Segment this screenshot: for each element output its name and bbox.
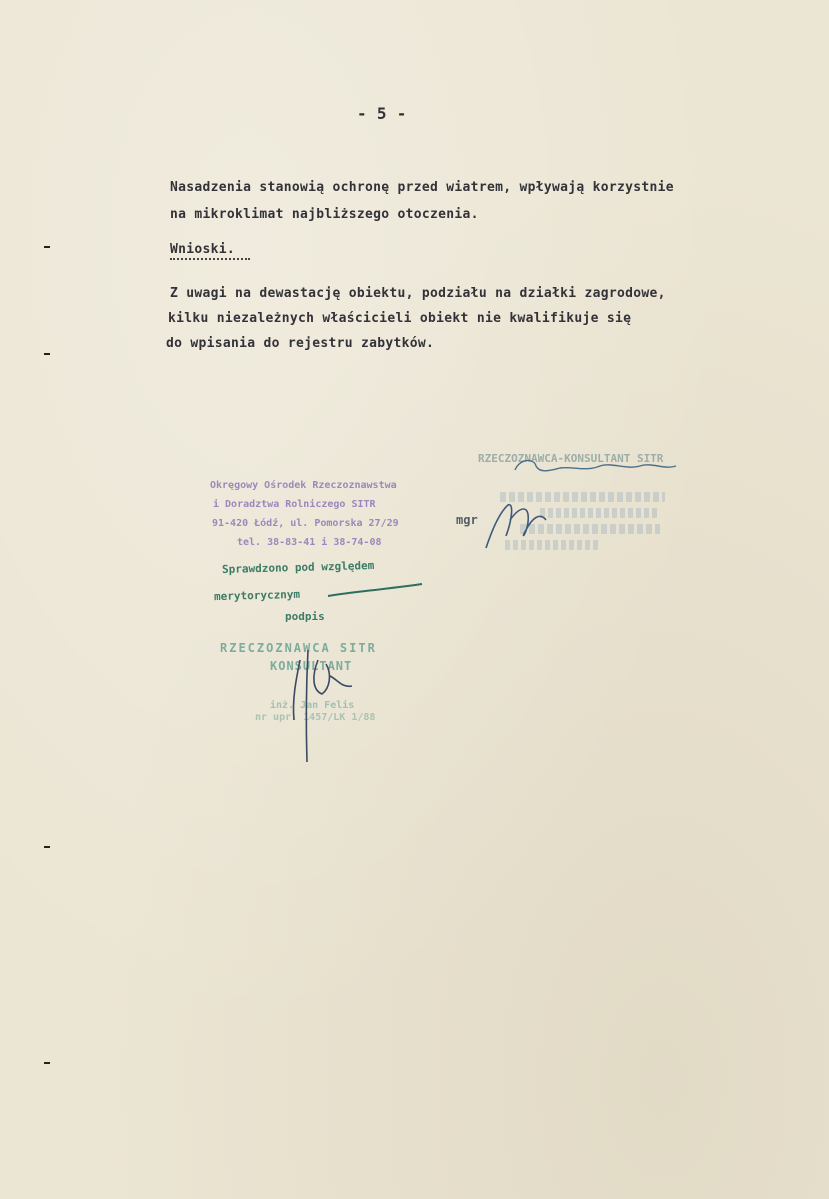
- checked-stamp-line-2: merytorycznym: [213, 587, 301, 604]
- expert-stamp-1-line-1: RZECZOZNAWCA SITR: [220, 641, 377, 655]
- margin-mark: [44, 1062, 50, 1064]
- checked-signature-stroke: [328, 584, 422, 596]
- paragraph-1-line-1: Nasadzenia stanowią ochronę przed wiatrem, wpływają korzystnie: [170, 180, 674, 195]
- expert-stamp-2-line-1: RZECZOZNAWCA-KONSULTANT SITR: [478, 452, 664, 465]
- expert-stamp-2-line-2: mgr: [456, 513, 478, 527]
- page-number: - 5 -: [357, 104, 407, 123]
- margin-mark: [44, 353, 50, 355]
- office-stamp-line-4: tel. 38-83-41 i 38-74-08: [237, 537, 382, 548]
- expert-2-signature-bottom: [486, 505, 546, 548]
- paragraph-1-line-2: na mikroklimat najbliższego otoczenia.: [170, 207, 479, 222]
- office-stamp-line-3: 91-420 Łódź, ul. Pomorska 27/29: [212, 518, 399, 529]
- margin-mark: [44, 846, 50, 848]
- expert-2-signature-top: [515, 460, 676, 470]
- checked-stamp-line-1: Sprawdzono pod względem: [221, 559, 375, 576]
- office-stamp-line-1: Okręgowy Ośrodek Rzeczoznawstwa: [210, 480, 397, 491]
- conclusions-heading: Wnioski.: [170, 242, 236, 257]
- paragraph-2-line-2: kilku niezależnych właścicieli obiekt nie kwalifikuje się: [168, 311, 632, 326]
- expert-stamp-1-line-4: nr upr. 1457/LK 1/88: [255, 712, 376, 723]
- expert-1-signature: [293, 650, 352, 762]
- margin-mark: [44, 246, 50, 248]
- office-stamp-line-2: i Doradztwa Rolniczego SITR: [213, 499, 376, 510]
- checked-stamp-line-3: podpis: [285, 610, 325, 623]
- expert-stamp-1-line-3: inż. Jan Felis: [270, 700, 355, 711]
- paragraph-2-line-1: Z uwagi na dewastację obiektu, podziału na działki zagrodowe,: [170, 286, 666, 301]
- paragraph-2-line-3: do wpisania do rejestru zabytków.: [166, 336, 435, 351]
- expert-stamp-1-line-2: KONSULTANT: [270, 659, 353, 673]
